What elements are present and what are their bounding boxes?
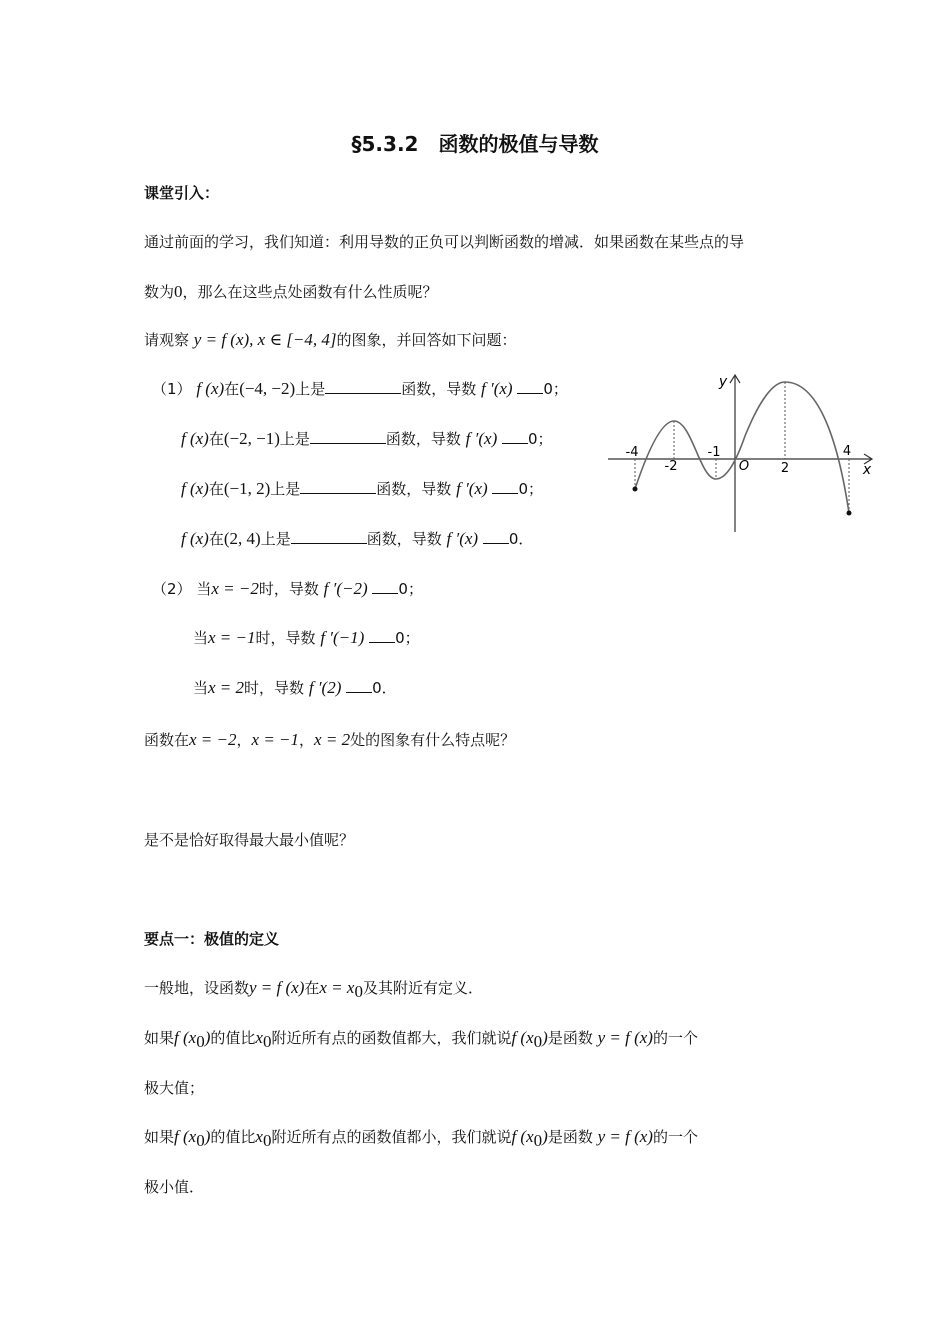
- answer-blank: [483, 529, 509, 544]
- endpoint-left: [633, 487, 638, 492]
- intro-paragraph-line1: 通过前面的学习，我们知道：利用导数的正负可以判断函数的增减．如果函数在某些点的导: [144, 233, 745, 251]
- tick-label-neg4: -4: [625, 445, 639, 460]
- q1-row-4: f (x)在(2, 4)上是 函数，导数 f ′(x) 0．: [181, 529, 534, 548]
- q1-row-1: （1） f (x)在(−4, −2)上是 函数，导数 f ′(x) 0；: [152, 379, 568, 398]
- q2-row-2: 当x = −1时，导数 f ′(−1) 0；: [193, 628, 420, 647]
- answer-blank: [310, 429, 386, 444]
- answer-blank: [502, 429, 528, 444]
- observe-line: 请观察 y = f (x), x ∈ [−4, 4]的图象，并回答如下问题：: [144, 330, 517, 349]
- answer-blank: [492, 479, 518, 494]
- intro-paragraph-line2: 数为0，那么在这些点处函数有什么性质呢？: [144, 282, 438, 301]
- page-title: §5.3.2 函数的极值与导数: [351, 132, 599, 156]
- function-curve: [635, 382, 852, 513]
- definition-max-line: 如果f $(x_0)$的值比$x_0$附近所有点的函数值都大，我们就说f $(x_0)$是函数 y = f (x)的一个: [144, 1028, 698, 1051]
- function-graph: [600, 368, 890, 538]
- q2-row-1: （2） 当x = −2时，导数 f ′(−2) 0；: [152, 579, 423, 598]
- q1-row-2: f (x)在(−2, −1)上是 函数，导数 f ′(x) 0；: [181, 429, 553, 448]
- answer-blank: [517, 379, 543, 394]
- answer-blank: [369, 628, 395, 643]
- definition-line1: 一般地，设函数y = f (x)在$x = x_0$及其附近有定义．: [144, 978, 483, 1001]
- answer-blank: [291, 529, 367, 544]
- definition-min-line: 如果f $(x_0)$的值比$x_0$附近所有点的函数值都小，我们就说f $(x_0)$是函数 y = f (x)的一个: [144, 1127, 698, 1150]
- q1-row-3: f (x)在(−1, 2)上是 函数，导数 f ′(x) 0；: [181, 479, 543, 498]
- observe-expression: y = f (x), x ∈ [−4, 4]: [193, 330, 337, 349]
- answer-blank: [300, 479, 376, 494]
- question-max-min: 是不是恰好取得最大最小值呢？: [144, 831, 355, 849]
- tick-label-2: 2: [780, 461, 790, 476]
- tick-label-neg1: -1: [707, 445, 721, 460]
- answer-blank: [346, 678, 372, 693]
- x-axis-label: x: [862, 462, 872, 478]
- q2-row-3: 当x = 2时，导数 f ′(2) 0．: [193, 678, 397, 697]
- tick-label-4: 4: [842, 444, 852, 459]
- tick-label-neg2: -2: [664, 459, 678, 474]
- question-graph-feature: 函数在x = −2，x = −1，x = 2处的图象有什么特点呢？: [144, 730, 516, 749]
- definition-min-term: 极小值．: [144, 1178, 205, 1196]
- definition-max-term: 极大值；: [144, 1079, 205, 1097]
- origin-label: O: [738, 459, 750, 474]
- y-axis-label: y: [718, 374, 728, 390]
- endpoint-right: [847, 511, 852, 516]
- answer-blank: [372, 579, 398, 594]
- answer-blank: [325, 379, 401, 394]
- intro-heading: 课堂引入：: [144, 184, 220, 202]
- keypoint-heading: 要点一：极值的定义: [144, 930, 280, 948]
